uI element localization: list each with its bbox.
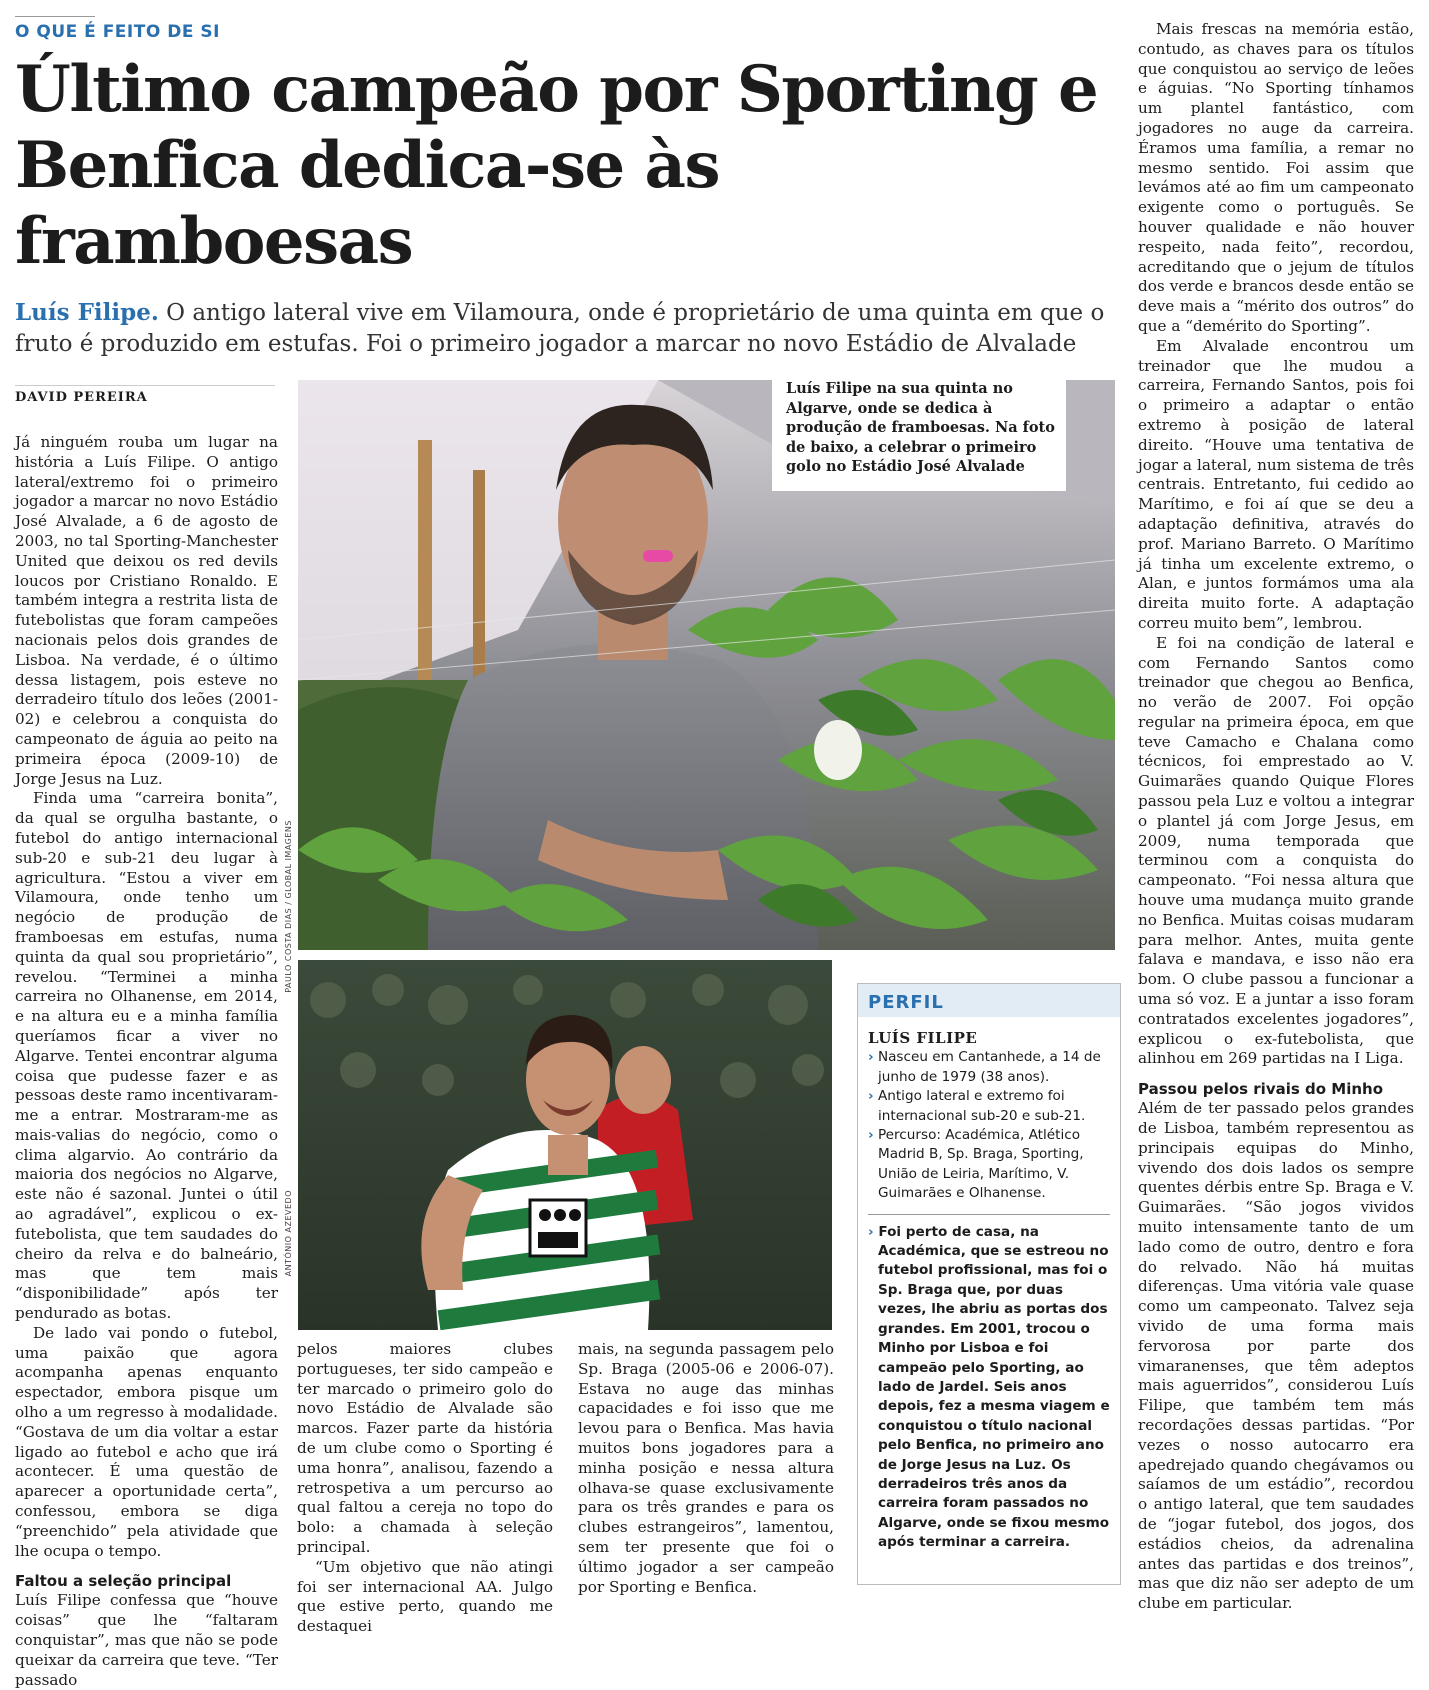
arrow-icon: › (868, 1088, 874, 1105)
section-kicker: O QUE É FEITO DE SI (15, 22, 220, 42)
body-paragraph: Luís Filipe confessa que “houve coisas” que lhe “faltaram conquistar”, mas que não se pode queixar da carreira que teve. “Ter passado (15, 1591, 278, 1689)
profile-title: PERFIL (858, 984, 1120, 1017)
body-paragraph: Já ninguém rouba um lugar na história a Luís Filipe. O antigo lateral/extremo foi o primeiro jogador a marcar no novo Estádio José Alvalade, a 6 de agosto de 2003, no tal Sporting-Manchester United que deixou os red devils loucos por Cristiano Ronaldo. E também integra a restrita lista de futebolistas que foram campeões nacionais pelos dois grandes de Lisboa. Na verdade, é o último dessa listagem, pois esteve no derradeiro título dos leões (2001-02) e celebrou a conquista do campeonato de águia ao peito na primeira época (2009-10) de Jorge Jesus na Luz. (15, 433, 278, 788)
body-column-4 (1138, 20, 1414, 1614)
byline: DAVID PEREIRA (15, 390, 148, 405)
headline: Último campeão por Sporting e Benfica dedica-se às framboesas (15, 52, 1098, 279)
body-column-2 (297, 1340, 553, 1637)
celebration-photo-illustration (298, 960, 832, 1330)
subheading: Passou pelos rivais do Minho (1138, 1080, 1384, 1099)
body-paragraph: Mais frescas na memória estão, contudo, as chaves para os títulos que conquistou ao serviço de leões e águias. “No Sporting tínhamos um plantel fantástico, com jogadores no auge da carreira. Éramos uma família, a remar no mesmo sentido. Foi assim que levámos até ao fim um campeonato exigente como o português. Se houver qualidade e não houver respeito, nada feito”, recordou, acreditando que o jejum de títulos dos verde e brancos desde então se deve mais a “mérito dos outros” do que a “demérito do Sporting”. (1138, 20, 1414, 335)
lead-paragraph (15, 297, 1115, 360)
body-paragraph: pelos maiores clubes portugueses, ter sido campeão e ter marcado o primeiro golo do novo Estádio de Alvalade são marcos. Fazer parte da história de um clube como o Sporting é uma honra”, analisou, fazendo a retrospetiva a um percurso ao qual faltou a cereja no topo do bolo: a chamada à seleção principal. (297, 1340, 553, 1556)
subheading: Faltou a seleção principal (15, 1572, 232, 1591)
arrow-icon: › (868, 1127, 874, 1144)
lead-name: Luís Filipe. (15, 299, 159, 326)
profile-summary: › Foi perto de casa, na Académica, que se estreou no futebol profissional, mas foi o Sp. Braga que, por duas vezes, lhe abriu as portas dos grandes. Em 2001, trocou o Minho por Lisboa e foi campeão pelo Sporting, ao lado de Jardel. Seis anos depois, fez a mesma viagem e conquistou o título nacional pelo Benfica, no primeiro ano de Jorge Jesus na Luz. Os derradeiros três anos da carreira foram passados no Algarve, onde se fixou mesmo após terminar a carreira. (868, 1223, 1110, 1551)
body-paragraph: mais, na segunda passagem pelo Sp. Braga (2005-06 e 2006-07). Estava no auge das minhas capacidades e foi isso que me levou para o Benfica. Mas havia muitos bons jogadores para a minha posição e nessa altura olhava-se quase exclusivamente para os três grandes e para os clubes estrangeiros”, lamentou, sem ter presente que foi o último jogador a ser campeão por Sporting e Benfica. (578, 1340, 834, 1596)
profile-body (858, 1017, 1120, 1553)
photo-caption: Luís Filipe na sua quinta no Algarve, onde se dedica à produção de framboesas. Na foto de baixo, a celebrar o primeiro golo no Estádio José Alvalade (772, 375, 1066, 491)
profile-name: LUÍS FILIPE (868, 1029, 978, 1047)
profile-box (857, 983, 1121, 1585)
byline-rule (15, 385, 275, 386)
body-paragraph: “Um objetivo que não atingi foi ser internacional AA. Julgo que estive perto, quando me destaquei (297, 1557, 553, 1636)
body-paragraph: Em Alvalade encontrou um treinador que lhe mudou a carreira, Fernando Santos, pois foi o primeiro a adaptar o então extremo à posição de lateral direito. “Houve uma tentativa de jogar a lateral, num sistema de três centrais. Entretanto, fui cedido ao Marítimo, e foi aí que se deu a adaptação definitiva, através do prof. Mariano Barreto. O Marítimo já tinha um excelente extremo, o Alan, e juntos formámos uma ala direita muito forte. A adaptação correu muito bem”, lembrou. (1138, 336, 1414, 632)
profile-bullet: › Antigo lateral e extremo foi internacional sub-20 e sub-21. (868, 1088, 1086, 1124)
photo-celebration (298, 960, 832, 1330)
photo-credit-top: PAULO COSTA DIAS / GLOBAL IMAGENS (284, 820, 293, 993)
lead-text: O antigo lateral vive em Vilamoura, onde é proprietário de uma quinta em que o fruto é produzido em estufas. Foi o primeiro jogador a marcar no novo Estádio de Alvalade (15, 300, 1105, 357)
kicker-rule (15, 16, 95, 17)
body-paragraph: Finda uma “carreira bonita”, da qual se orgulha bastante, o futebol do antigo internacional sub-20 e sub-21 deu lugar à agricultura. “Estou a viver em Vilamoura, onde tenho um negócio de produção de framboesas em estufas, numa quinta da qual sou proprietário”, revelou. “Terminei a minha carreira no Olhanense, em 2014, e na altura eu e a minha família queríamos ficar a viver no Algarve. Tentei encontrar alguma coisa que pudesse fazer e as pessoas deste ramo incentivaram-me a entrar. Mostraram-me as mais-valias do negócio, como o clima algarvio. Ao contrário da maioria dos negócios no Algarve, este não é sazonal. Juntei o útil ao agradável”, explicou o ex-futebolista, que tem saudades do cheiro da relva e do balneário, mas que tem mais “disponibilidade” após ter pendurado as botas. (15, 789, 278, 1323)
photo-credit-bottom: ANTÓNIO AZEVEDO (284, 1190, 293, 1277)
profile-divider (868, 1214, 1110, 1215)
body-paragraph: De lado vai pondo o futebol, uma paixão que agora acompanha apenas enquanto espectador, embora pisque um olho a um regresso à modalidade. “Gostava de um dia voltar a estar ligado ao futebol e acho que irá acontecer. É uma questão de aparecer a oportunidade certa”, confessou, embora se diga “preenchido” pela atividade que lhe ocupa o tempo. (15, 1323, 278, 1560)
profile-bullet: › Percurso: Académica, Atlético Madrid B, Sp. Braga, Sporting, União de Leiria, Marítimo, V. Guimarães e Olhanense. (868, 1127, 1084, 1202)
body-column-3 (578, 1340, 834, 1597)
body-column-1 (15, 433, 278, 1690)
arrow-icon: › (868, 1223, 874, 1240)
body-paragraph: E foi na condição de lateral e com Fernando Santos como treinador que chegou ao Benfica, no verão de 2007. Foi opção regular na primeira época, em que teve Camacho e Chalana como técnicos, foi emprestado ao V. Guimarães quando Quique Flores passou pela Luz e voltou a integrar o plantel já com Jorge Jesus, em 2009, numa temporada que terminou com a conquista do campeonato. “Foi nessa altura que houve uma mudança muito grande no Benfica. Muitas coisas mudaram para melhor. Antes, muita gente falava e mandava, e isso não era bom. O clube passou a funcionar a uma só voz. E a juntar a isso foram contratados excelentes jogadores”, explicou o ex-futebolista, que alinhou em 269 partidas na I Liga. (1138, 633, 1414, 1068)
arrow-icon: › (868, 1049, 874, 1066)
body-paragraph: Além de ter passado pelos grandes de Lisboa, também representou as principais equipas do Minho, vivendo dos dois lados os sempre quentes dérbis entre Sp. Braga e V. Guimarães. “São jogos vividos muito intensamente tanto de um lado como de outro, dentro e fora do relvado. Não há muitas diferenças. Uma vitória vale quase como um campeonato. Talvez seja vivido de uma forma mais fervorosa por parte dos vimaranenses, que têm adeptos mais aguerridos”, considerou Luís Filipe, que também tem más recordações dessas partidas. “Por vezes o nosso autocarro era apedrejado quando chegávamos ou saíamos de um estádio”, recordou o antigo lateral, que tem saudades de “jogar futebol, dos jogos, dos estádios cheios, da adrenalina antes das partidas e dos treinos”, mas que diz não ser adepto de um clube em particular. (1138, 1099, 1414, 1613)
profile-bullet: › Nasceu em Cantanhede, a 14 de junho de 1979 (38 anos). (868, 1049, 1101, 1085)
